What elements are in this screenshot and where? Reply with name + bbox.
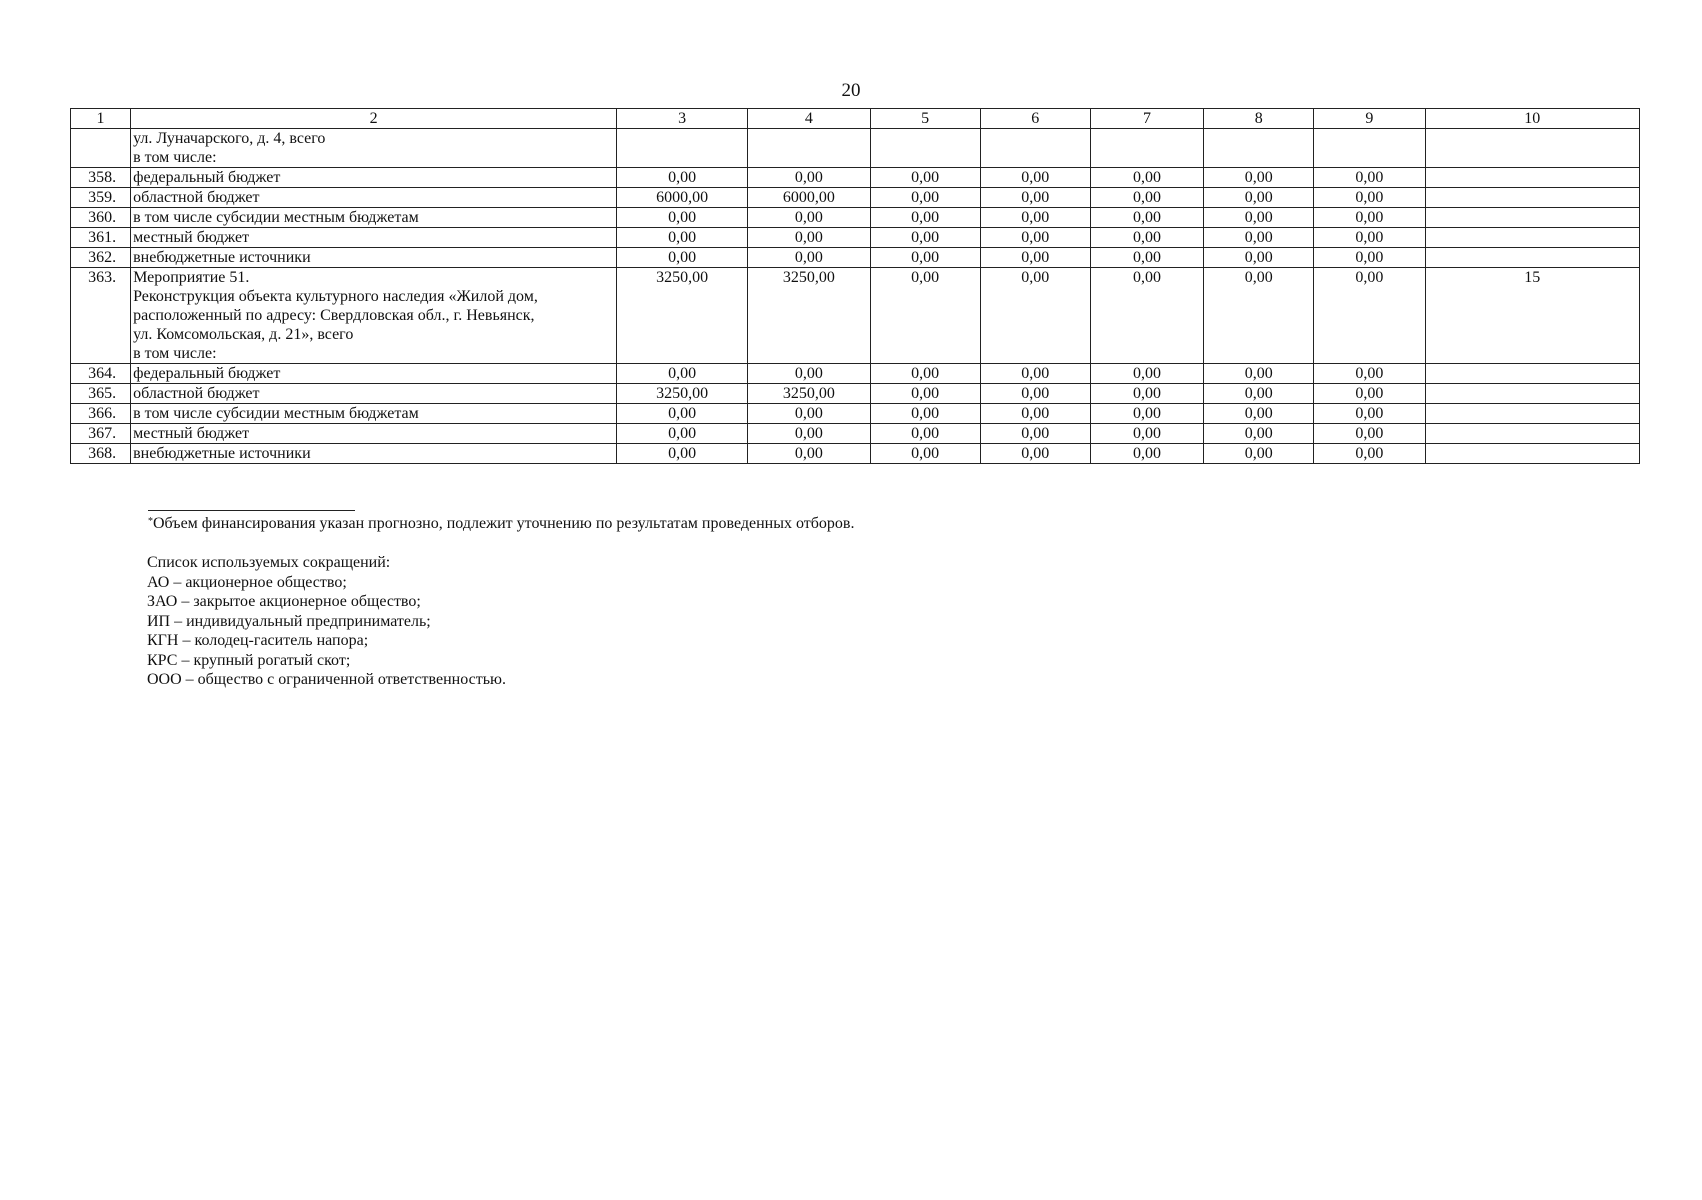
value-cell: 0,00 (1090, 364, 1203, 384)
table-header-row (71, 109, 1640, 129)
abbreviation-item: АО – акционерное общество; (147, 573, 347, 591)
value-cell (1314, 129, 1425, 168)
value-cell: 0,00 (1204, 248, 1314, 268)
value-cell: 0,00 (1314, 188, 1425, 208)
value-cell: 0,00 (1204, 424, 1314, 444)
row-description: федеральный бюджет (131, 364, 617, 384)
value-cell: 0,00 (870, 208, 980, 228)
column-10-cell (1425, 404, 1639, 424)
value-cell (980, 129, 1090, 168)
value-cell: 0,00 (748, 444, 870, 464)
header-cell: 10 (1425, 109, 1639, 129)
column-10-cell (1425, 228, 1639, 248)
column-10-cell (1425, 168, 1639, 188)
value-cell: 0,00 (1090, 228, 1203, 248)
value-cell: 0,00 (870, 384, 980, 404)
row-description: внебюджетные источники (131, 444, 617, 464)
value-cell: 0,00 (980, 424, 1090, 444)
column-10-cell: 15 (1425, 268, 1639, 364)
footnote (148, 514, 854, 534)
footnote-text: Объем финансирования указан прогнозно, подлежит уточнению по результатам проведенных отборов. (153, 515, 855, 532)
value-cell: 0,00 (1090, 168, 1203, 188)
table-row (71, 424, 1640, 444)
value-cell: 0,00 (1090, 188, 1203, 208)
value-cell: 3250,00 (617, 384, 748, 404)
row-number: 361. (71, 228, 131, 248)
abbreviation-item: ИП – индивидуальный предприниматель; (147, 612, 431, 630)
value-cell: 0,00 (748, 168, 870, 188)
row-number: 358. (71, 168, 131, 188)
value-cell: 0,00 (617, 444, 748, 464)
value-cell: 0,00 (1090, 384, 1203, 404)
table-row (71, 364, 1640, 384)
table-row (71, 248, 1640, 268)
value-cell: 0,00 (980, 404, 1090, 424)
footnote-marker: * (148, 516, 153, 527)
value-cell: 0,00 (1090, 268, 1203, 364)
row-number: 363. (71, 268, 131, 364)
header-cell: 3 (617, 109, 748, 129)
row-number: 364. (71, 364, 131, 384)
header-cell: 1 (71, 109, 131, 129)
value-cell (1090, 129, 1203, 168)
column-10-cell (1425, 188, 1639, 208)
value-cell: 0,00 (870, 188, 980, 208)
value-cell: 0,00 (1314, 404, 1425, 424)
abbreviation-item: ЗАО – закрытое акционерное общество; (147, 593, 421, 610)
value-cell: 3250,00 (617, 268, 748, 364)
value-cell: 0,00 (1204, 188, 1314, 208)
value-cell: 0,00 (1314, 268, 1425, 364)
value-cell: 0,00 (1314, 364, 1425, 384)
value-cell: 0,00 (1090, 444, 1203, 464)
value-cell: 0,00 (748, 228, 870, 248)
value-cell: 0,00 (617, 168, 748, 188)
header-cell: 8 (1204, 109, 1314, 129)
column-10-cell (1425, 384, 1639, 404)
value-cell: 0,00 (617, 208, 748, 228)
value-cell: 0,00 (617, 228, 748, 248)
value-cell: 0,00 (617, 248, 748, 268)
value-cell: 0,00 (1204, 364, 1314, 384)
value-cell: 0,00 (1314, 248, 1425, 268)
value-cell: 0,00 (1314, 384, 1425, 404)
row-description: внебюджетные источники (131, 248, 617, 268)
row-number: 362. (71, 248, 131, 268)
value-cell: 0,00 (980, 208, 1090, 228)
abbreviations-title: Список используемых сокращений: (147, 554, 391, 571)
value-cell: 0,00 (870, 228, 980, 248)
value-cell: 0,00 (617, 404, 748, 424)
row-number (71, 129, 131, 168)
row-number: 368. (71, 444, 131, 464)
value-cell: 0,00 (1204, 384, 1314, 404)
value-cell: 6000,00 (617, 188, 748, 208)
header-cell: 9 (1314, 109, 1425, 129)
row-number: 359. (71, 188, 131, 208)
row-description: Мероприятие 51. Реконструкция объекта культурного наследия «Жилой дом, расположенный по адресу: Свердловская обл., г. Невьянск, ул. Комсомольская, д. 21», всего в том числе: (131, 268, 617, 364)
value-cell (617, 129, 748, 168)
abbreviation-item: КРС – крупный рогатый скот; (147, 651, 351, 669)
table-row (71, 168, 1640, 188)
value-cell: 0,00 (870, 364, 980, 384)
row-description: в том числе субсидии местным бюджетам (131, 404, 617, 424)
value-cell: 0,00 (870, 444, 980, 464)
value-cell: 0,00 (1314, 424, 1425, 444)
value-cell: 3250,00 (748, 384, 870, 404)
table-row (71, 268, 1640, 364)
table-row (71, 208, 1640, 228)
row-description: областной бюджет (131, 188, 617, 208)
value-cell: 0,00 (1204, 404, 1314, 424)
value-cell: 0,00 (980, 364, 1090, 384)
page-number: 20 (841, 80, 861, 101)
header-cell: 7 (1090, 109, 1203, 129)
table-row (71, 188, 1640, 208)
table-row (71, 228, 1640, 248)
value-cell: 6000,00 (748, 188, 870, 208)
header-cell: 5 (870, 109, 980, 129)
value-cell: 0,00 (1090, 248, 1203, 268)
value-cell: 0,00 (980, 268, 1090, 364)
row-number: 365. (71, 384, 131, 404)
table-body (71, 109, 1640, 464)
row-description: в том числе субсидии местным бюджетам (131, 208, 617, 228)
value-cell: 0,00 (980, 384, 1090, 404)
column-10-cell (1425, 444, 1639, 464)
value-cell: 0,00 (980, 188, 1090, 208)
column-10-cell (1425, 129, 1639, 168)
column-10-cell (1425, 248, 1639, 268)
column-10-cell (1425, 424, 1639, 444)
value-cell: 0,00 (870, 268, 980, 364)
value-cell: 0,00 (1204, 268, 1314, 364)
header-cell: 2 (131, 109, 617, 129)
abbreviation-item: ООО – общество с ограниченной ответственностью. (147, 671, 506, 688)
value-cell: 0,00 (1090, 404, 1203, 424)
table-row (71, 404, 1640, 424)
value-cell: 0,00 (870, 248, 980, 268)
table-row (71, 384, 1640, 404)
row-description: местный бюджет (131, 228, 617, 248)
value-cell: 0,00 (870, 404, 980, 424)
value-cell: 3250,00 (748, 268, 870, 364)
row-description: областной бюджет (131, 384, 617, 404)
value-cell: 0,00 (1314, 228, 1425, 248)
value-cell: 0,00 (748, 364, 870, 384)
value-cell: 0,00 (980, 248, 1090, 268)
value-cell: 0,00 (748, 404, 870, 424)
footnote-divider (148, 510, 355, 511)
value-cell (1204, 129, 1314, 168)
value-cell: 0,00 (1204, 444, 1314, 464)
value-cell: 0,00 (1090, 424, 1203, 444)
value-cell (748, 129, 870, 168)
value-cell: 0,00 (1204, 168, 1314, 188)
value-cell: 0,00 (1090, 208, 1203, 228)
value-cell: 0,00 (980, 444, 1090, 464)
row-number: 366. (71, 404, 131, 424)
abbreviation-item: КГН – колодец-гаситель напора; (147, 632, 369, 649)
row-description: местный бюджет (131, 424, 617, 444)
value-cell: 0,00 (1204, 208, 1314, 228)
table-row (71, 129, 1640, 168)
value-cell (870, 129, 980, 168)
value-cell: 0,00 (748, 248, 870, 268)
value-cell: 0,00 (980, 228, 1090, 248)
row-number: 360. (71, 208, 131, 228)
budget-table (70, 108, 1640, 464)
value-cell: 0,00 (617, 364, 748, 384)
value-cell: 0,00 (748, 424, 870, 444)
value-cell: 0,00 (1204, 228, 1314, 248)
value-cell: 0,00 (1314, 444, 1425, 464)
row-description: ул. Луначарского, д. 4, всего в том числе: (131, 129, 617, 168)
value-cell: 0,00 (617, 424, 748, 444)
abbreviations-list (147, 553, 506, 690)
header-cell: 4 (748, 109, 870, 129)
value-cell: 0,00 (870, 424, 980, 444)
row-number: 367. (71, 424, 131, 444)
row-description: федеральный бюджет (131, 168, 617, 188)
table-row (71, 444, 1640, 464)
value-cell: 0,00 (1314, 208, 1425, 228)
value-cell: 0,00 (1314, 168, 1425, 188)
column-10-cell (1425, 208, 1639, 228)
value-cell: 0,00 (870, 168, 980, 188)
value-cell: 0,00 (748, 208, 870, 228)
value-cell: 0,00 (980, 168, 1090, 188)
header-cell: 6 (980, 109, 1090, 129)
column-10-cell (1425, 364, 1639, 384)
